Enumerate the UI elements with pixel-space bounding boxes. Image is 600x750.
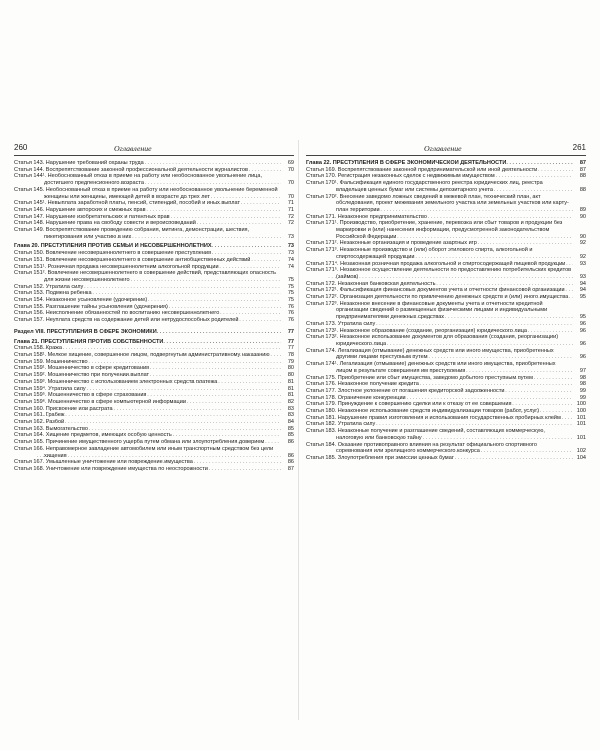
toc-entry-page: 90	[573, 234, 586, 241]
toc-entry-title: Статья 147. Нарушение изобретательских и патентных прав . . .	[14, 214, 281, 221]
toc-entry-page: 95	[573, 294, 586, 301]
toc-entry-title: Статья 167. Умышленные уничтожение или повреждение имущества . . .	[14, 459, 281, 466]
toc-entry-title: Статья 164. Хищение предметов, имеющих особую ценность . . .	[14, 432, 281, 439]
toc-entry	[306, 428, 586, 441]
toc-entry-page: 72	[281, 220, 294, 227]
toc-entry-title: Статья 158. Кража . . .	[14, 345, 281, 352]
left-page	[14, 143, 294, 473]
toc-entry-page: 70	[281, 167, 294, 174]
toc-entry-page: 71	[281, 200, 294, 207]
toc-chapter-heading	[306, 160, 586, 167]
toc-entry	[306, 401, 586, 408]
toc-entry	[306, 442, 586, 455]
toc-entry-title: Статья 176. Незаконное получение кредита . . .	[306, 381, 573, 388]
toc-entry-page: 101	[573, 415, 586, 422]
toc-entry	[14, 446, 294, 459]
toc-entry-page: 77	[281, 329, 294, 336]
toc-entry	[306, 388, 586, 395]
toc-entry	[306, 220, 586, 240]
toc-entry-title: Статья 161. Грабеж . . .	[14, 412, 281, 419]
toc-entry	[306, 267, 586, 280]
toc-entry-title: Статья 157. Неуплата средств на содержание детей или нетрудоспособных родителей . . .	[14, 317, 281, 324]
toc-entry	[14, 432, 294, 439]
toc-entry-title: Статья 180. Незаконное использование средств индивидуализации товаров (работ, услуг) . . .	[306, 408, 573, 415]
toc-entry-page: 75	[281, 277, 294, 284]
toc-entry-title: Глава 21. ПРЕСТУПЛЕНИЯ ПРОТИВ СОБСТВЕННОСТИ . . .	[14, 339, 281, 346]
toc-entry-title: Статья 148. Нарушение права на свободу совести и вероисповеданий . . .	[14, 220, 281, 227]
toc-entry	[306, 287, 586, 294]
toc-entry	[14, 304, 294, 311]
toc-entry-page: 75	[281, 297, 294, 304]
toc-entry-page: 77	[281, 345, 294, 352]
toc-entry	[14, 317, 294, 324]
toc-entry-page: 95	[573, 314, 586, 321]
toc-entry-title: Статья 185. Злоупотребления при эмиссии ценных бумаг . . .	[306, 455, 573, 462]
toc-entry-title: Статья 166. Неправомерное завладение автомобилем или иным транспортным средством без цели хищения . . .	[14, 446, 281, 459]
toc-entry-title: Статья 146. Нарушение авторских и смежных прав . . .	[14, 207, 281, 214]
toc-entry-title: Глава 22. ПРЕСТУПЛЕНИЯ В СФЕРЕ ЭКОНОМИЧЕСКОЙ ДЕЯТЕЛЬНОСТИ . . .	[306, 160, 573, 167]
toc-entry	[306, 194, 586, 214]
book-spine	[298, 140, 299, 720]
toc-entry	[14, 290, 294, 297]
toc-entry	[14, 352, 294, 359]
toc-entry-title: Статья 163. Вымогательство . . .	[14, 426, 281, 433]
toc-entry	[14, 160, 294, 167]
toc-entry-page: 96	[573, 341, 586, 348]
toc-entry-page: 69	[281, 160, 294, 167]
toc-entry-title: Статья 173¹. Незаконное образование (создание, реорганизация) юридического лица . . .	[306, 328, 573, 335]
toc-entry	[14, 365, 294, 372]
toc-entry	[306, 455, 586, 462]
toc-entry-title: Статья 170¹. Фальсификация единого государственного реестра юридических лиц, реестра владельцев ценных бумаг или системы депозитарного учета . . .	[306, 180, 573, 193]
toc-entry	[306, 180, 586, 193]
toc-entry-title: Статья 172¹. Фальсификация финансовых документов учета и отчетности финансовой организации . . .	[306, 287, 573, 294]
toc-entry	[14, 419, 294, 426]
toc-entry-page: 71	[281, 207, 294, 214]
toc-entry-page: 83	[281, 412, 294, 419]
toc-entry	[306, 247, 586, 260]
toc-entry-page: 100	[573, 408, 586, 415]
toc-entry-title: Статья 174. Легализация (отмывание) денежных средств или иного имущества, приобретенных другими лицами преступным путем . . .	[306, 348, 573, 361]
toc-entry-title: Статья 168. Уничтожение или повреждение имущества по неосторожности . . .	[14, 466, 281, 473]
toc-entry-title: Статья 160. Присвоение или растрата . . .	[14, 406, 281, 413]
toc-entry-page: 100	[573, 401, 586, 408]
toc-entry	[14, 167, 294, 174]
toc-entry-page: 87	[573, 160, 586, 167]
toc-entry-page: 99	[573, 388, 586, 395]
toc-entry-page: 85	[281, 432, 294, 439]
right-page-header	[306, 143, 586, 156]
toc-entry-title: Статья 181. Нарушение правил изготовления и использования государственных пробирных клейм . . .	[306, 415, 573, 422]
toc-entry	[14, 207, 294, 214]
toc-entry-page: 77	[281, 339, 294, 346]
toc-entry-page: 70	[281, 194, 294, 201]
toc-entry-page: 87	[573, 167, 586, 174]
toc-entry-page: 92	[573, 254, 586, 261]
toc-entry-page: 73	[281, 250, 294, 257]
toc-entry-page: 104	[573, 455, 586, 462]
left-page-number: 260	[14, 143, 28, 152]
toc-entry-page: 87	[281, 466, 294, 473]
toc-entry-page: 98	[573, 375, 586, 382]
toc-entry-title: Статья 154. Незаконное усыновление (удочерение) . . .	[14, 297, 281, 304]
toc-entry-title: Статья 171³. Незаконные производство и (или) оборот этилового спирта, алкогольной и спиртосодержащей продукции . . .	[306, 247, 573, 260]
toc-entry-page: 96	[573, 354, 586, 361]
toc-entry-title: Статья 177. Злостное уклонение от погашения кредиторской задолженности . . .	[306, 388, 573, 395]
toc-entry	[306, 294, 586, 301]
toc-entry-page: 90	[573, 214, 586, 221]
toc-entry-title: Статья 182. Утратила силу . . .	[306, 421, 573, 428]
toc-entry-title: Статья 179. Принуждение к совершению сделки или к отказу от ее совершения . . .	[306, 401, 573, 408]
right-toc-list	[306, 160, 586, 462]
toc-entry-page: 88	[573, 173, 586, 180]
toc-entry	[306, 214, 586, 221]
toc-entry-page: 74	[281, 257, 294, 264]
toc-entry	[14, 399, 294, 406]
toc-entry	[306, 301, 586, 321]
toc-entry-page: 75	[281, 284, 294, 291]
toc-chapter-heading	[14, 339, 294, 346]
toc-entry-page: 85	[281, 426, 294, 433]
left-page-header	[14, 143, 294, 156]
right-page-number: 261	[572, 143, 586, 152]
toc-entry-page: 86	[281, 439, 294, 446]
right-running-title: Оглавление	[424, 144, 462, 153]
toc-entry-page: 83	[281, 406, 294, 413]
toc-entry	[306, 261, 586, 268]
toc-entry	[306, 408, 586, 415]
toc-entry	[306, 361, 586, 374]
toc-entry-title: Статья 151¹. Розничная продажа несовершеннолетним алкогольной продукции . . .	[14, 264, 281, 271]
toc-entry	[306, 381, 586, 388]
toc-entry-page: 70	[281, 180, 294, 187]
toc-entry-title: Статья 159⁶. Мошенничество в сфере компьютерной информации . . .	[14, 399, 281, 406]
toc-entry-page: 96	[573, 321, 586, 328]
toc-entry-page: 80	[281, 372, 294, 379]
toc-entry-title: Статья 150. Вовлечение несовершеннолетнего в совершение преступления . . .	[14, 250, 281, 257]
toc-entry-page: 89	[573, 207, 586, 214]
toc-entry-title: Статья 145¹. Невыплата заработной платы, пенсий, стипендий, пособий и иных выплат . . .	[14, 200, 281, 207]
toc-entry	[14, 359, 294, 366]
toc-entry-page: 92	[573, 240, 586, 247]
toc-entry-title: Статья 159. Мошенничество . . .	[14, 359, 281, 366]
toc-entry	[306, 328, 586, 335]
toc-entry	[14, 466, 294, 473]
toc-chapter-heading	[14, 243, 294, 250]
toc-entry-title: Статья 159². Мошенничество при получении выплат . . .	[14, 372, 281, 379]
toc-entry-title: Глава 20. ПРЕСТУПЛЕНИЯ ПРОТИВ СЕМЬИ И НЕСОВЕРШЕННОЛЕТНИХ . . .	[14, 243, 281, 250]
toc-entry-page: 94	[573, 287, 586, 294]
toc-entry	[14, 412, 294, 419]
toc-entry-page: 99	[573, 395, 586, 402]
toc-entry-title: Статья 184. Оказание противоправного влияния на результат официального спортивного соревнования или зрелищного коммерческого конкурса . . .	[306, 442, 573, 455]
toc-entry-page: 84	[281, 419, 294, 426]
toc-entry-title: Статья 155. Разглашение тайны усыновления (удочерения) . . .	[14, 304, 281, 311]
toc-entry-page: 76	[281, 304, 294, 311]
toc-entry-page: 78	[281, 352, 294, 359]
toc-entry-page: 88	[573, 187, 586, 194]
toc-entry-page: 86	[281, 459, 294, 466]
toc-entry	[14, 345, 294, 352]
toc-entry	[14, 392, 294, 399]
toc-section-heading	[14, 329, 294, 336]
toc-entry-title: Статья 144¹. Необоснованный отказ в приеме на работу или необоснованное увольнение лица, достигшего предпенсионного возраста . . .	[14, 173, 281, 186]
toc-entry	[306, 375, 586, 382]
toc-entry-title: Статья 170. Регистрация незаконных сделок с недвижимым имуществом . . .	[306, 173, 573, 180]
toc-entry-title: Статья 173. Утратила силу . . .	[306, 321, 573, 328]
toc-entry-title: Статья 171⁴. Незаконная розничная продажа алкогольной и спиртосодержащей пищевой продукции . . .	[306, 261, 573, 268]
toc-entry-title: Статья 143. Нарушение требований охраны труда . . .	[14, 160, 281, 167]
toc-entry	[14, 386, 294, 393]
toc-entry-page: 73	[281, 234, 294, 241]
toc-entry-title: Статья 159⁵. Мошенничество в сфере страхования . . .	[14, 392, 281, 399]
toc-entry	[306, 421, 586, 428]
toc-entry-title: Статья 151. Вовлечение несовершеннолетнего в совершение антиобщественных действий . . .	[14, 257, 281, 264]
toc-entry	[14, 439, 294, 446]
toc-entry	[14, 297, 294, 304]
toc-entry-page: 75	[281, 290, 294, 297]
toc-entry-title: Статья 156. Неисполнение обязанностей по воспитанию несовершеннолетнего . . .	[14, 310, 281, 317]
toc-entry-title: Статья 172². Организация деятельности по привлечению денежных средств и (или) иного имущества . . .	[306, 294, 573, 301]
toc-entry	[14, 459, 294, 466]
toc-entry	[306, 173, 586, 180]
toc-entry-title: Статья 159⁴. Утратила силу . . .	[14, 386, 281, 393]
toc-entry-title: Статья 174¹. Легализация (отмывание) денежных средств или иного имущества, приобретенных лицом в результате совершения им преступления . . .	[306, 361, 573, 374]
toc-entry-title: Статья 183. Незаконные получение и разглашение сведений, составляющих коммерческую, налоговую или банковскую тайну . . .	[306, 428, 573, 441]
toc-entry-page: 98	[573, 381, 586, 388]
toc-entry-page: 93	[573, 274, 586, 281]
toc-entry-title: Статья 158¹. Мелкое хищение, совершенное лицом, подвергнутым административному наказанию . . .	[14, 352, 281, 359]
toc-entry	[14, 284, 294, 291]
toc-entry-title: Статья 172³. Незаконное внесение в финансовые документы учета и отчетности кредитной организации сведений о размещенных физическими лицами и индивидуальными предпринимателями денежных средствах . . .	[306, 301, 573, 321]
toc-entry-page: 76	[281, 317, 294, 324]
toc-entry-page: 72	[281, 214, 294, 221]
toc-entry-page: 82	[281, 399, 294, 406]
toc-entry-page: 101	[573, 435, 586, 442]
toc-entry	[14, 257, 294, 264]
toc-entry-page: 97	[573, 368, 586, 375]
toc-entry-page: 79	[281, 359, 294, 366]
toc-entry-title: Статья 152. Утратила силу . . .	[14, 284, 281, 291]
toc-entry-page: 73	[281, 243, 294, 250]
toc-entry	[14, 406, 294, 413]
toc-entry	[14, 227, 294, 240]
toc-entry-title: Раздел VIII. ПРЕСТУПЛЕНИЯ В СФЕРЕ ЭКОНОМИКИ . . .	[14, 329, 281, 336]
toc-entry	[14, 270, 294, 283]
toc-entry-title: Статья 165. Причинение имущественного ущерба путем обмана или злоупотребления доверием . . .	[14, 439, 281, 446]
toc-entry-page: 74	[281, 264, 294, 271]
toc-entry-title: Статья 149. Воспрепятствование проведению собрания, митинга, демонстрации, шествия, пикетирования или участию в них . . .	[14, 227, 281, 240]
toc-entry-title: Статья 144. Воспрепятствование законной профессиональной деятельности журналистов . . .	[14, 167, 281, 174]
toc-entry	[14, 372, 294, 379]
toc-entry	[306, 167, 586, 174]
toc-entry-title: Статья 171². Незаконные организация и проведение азартных игр . . .	[306, 240, 573, 247]
toc-entry	[306, 334, 586, 347]
toc-entry-title: Статья 162. Разбой . . .	[14, 419, 281, 426]
right-page	[306, 143, 586, 462]
toc-entry-page: 96	[573, 328, 586, 335]
toc-entry-title: Статья 159¹. Мошенничество в сфере кредитования . . .	[14, 365, 281, 372]
toc-entry	[14, 264, 294, 271]
toc-entry-page: 94	[573, 281, 586, 288]
toc-entry-page: 81	[281, 392, 294, 399]
toc-entry-title: Статья 153. Подмена ребенка . . .	[14, 290, 281, 297]
toc-entry	[14, 250, 294, 257]
toc-entry-title: Статья 171. Незаконное предпринимательство . . .	[306, 214, 573, 221]
toc-entry	[306, 348, 586, 361]
toc-entry	[14, 214, 294, 221]
left-running-title: Оглавление	[114, 144, 152, 153]
toc-entry	[14, 200, 294, 207]
toc-entry	[14, 426, 294, 433]
toc-entry	[306, 240, 586, 247]
toc-entry-title: Статья 175. Приобретение или сбыт имущества, заведомо добытого преступным путем . . .	[306, 375, 573, 382]
toc-entry	[14, 187, 294, 200]
toc-entry	[14, 173, 294, 186]
toc-entry-title: Статья 171¹. Производство, приобретение, хранение, перевозка или сбыт товаров и продукции без маркировки и (или) нанесения информации, предусмотренной законодательством Российской Федерации . . .	[306, 220, 573, 240]
toc-entry-page: 81	[281, 379, 294, 386]
toc-entry	[306, 395, 586, 402]
toc-entry-title: Статья 173². Незаконное использование документов для образования (создания, реорганизации) юридического лица . . .	[306, 334, 573, 347]
left-toc-list	[14, 160, 294, 473]
toc-entry	[306, 415, 586, 422]
toc-entry-page: 102	[573, 448, 586, 455]
toc-entry	[306, 321, 586, 328]
toc-entry-title: Статья 159³. Мошенничество с использованием электронных средств платежа . . .	[14, 379, 281, 386]
toc-entry-title: Статья 145. Необоснованный отказ в приеме на работу или необоснованное увольнение беременной женщины или женщины, имеющей детей в возрасте до трех лет . . .	[14, 187, 281, 200]
toc-entry-page: 80	[281, 365, 294, 372]
toc-entry	[306, 281, 586, 288]
toc-entry	[14, 220, 294, 227]
toc-entry	[14, 310, 294, 317]
toc-entry-title: Статья 151². Вовлечение несовершеннолетнего в совершение действий, представляющих опасность для жизни несовершеннолетнего . . .	[14, 270, 281, 283]
toc-entry-page: 86	[281, 453, 294, 460]
toc-entry-page: 76	[281, 310, 294, 317]
toc-entry-page: 101	[573, 421, 586, 428]
toc-entry-page: 81	[281, 386, 294, 393]
toc-entry-title: Статья 171⁵. Незаконное осуществление деятельности по предоставлению потребительских кредитов (займов) . . .	[306, 267, 573, 280]
toc-entry-page: 93	[573, 261, 586, 268]
toc-entry	[14, 379, 294, 386]
toc-entry-title: Статья 169. Воспрепятствование законной предпринимательской или иной деятельности . . .	[306, 167, 573, 174]
toc-entry-title: Статья 172. Незаконная банковская деятельность . . .	[306, 281, 573, 288]
toc-entry-title: Статья 178. Ограничение конкуренции . . .	[306, 395, 573, 402]
toc-entry-title: Статья 170². Внесение заведомо ложных сведений в межевой план, технический план, акт обследования, проект межевания земельного участка или земельных участков или карту-план территории . . .	[306, 194, 573, 214]
